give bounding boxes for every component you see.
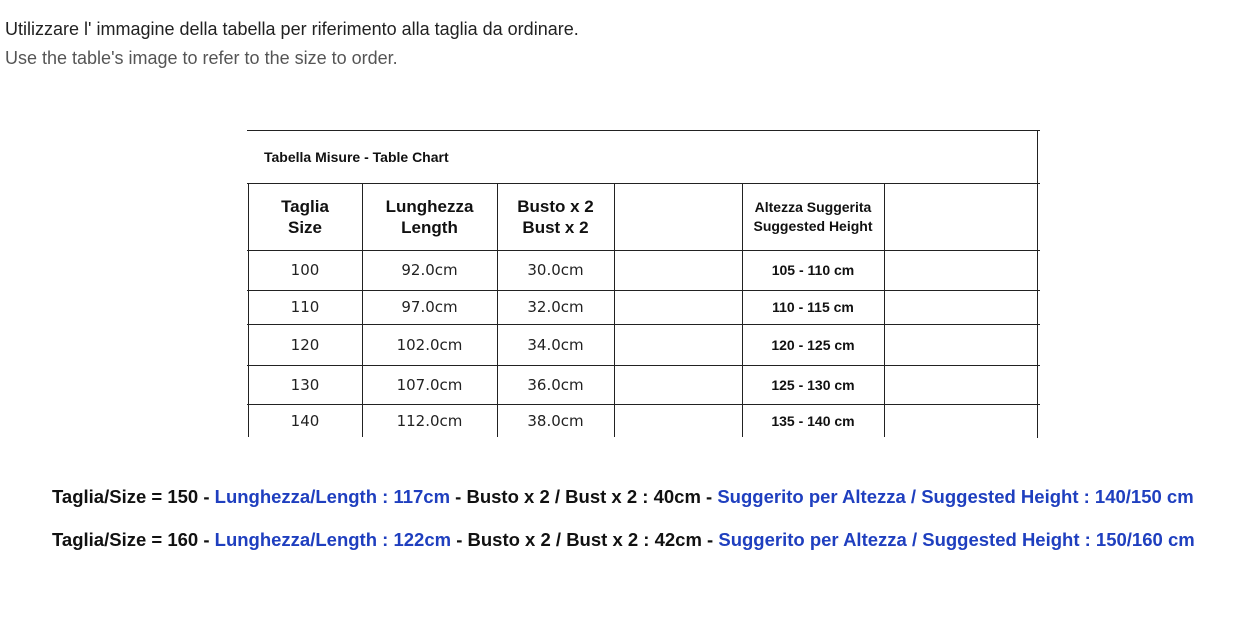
chart-title: Tabella Misure - Table Chart	[264, 149, 449, 165]
table-cell-text: 36.0cm	[527, 375, 584, 394]
extra-height: Suggerito per Altezza / Suggested Height : 150/160 cm	[718, 529, 1195, 550]
extra-bust: - Busto x 2 / Bust x 2 : 42cm -	[451, 529, 719, 550]
table-cell-text: 110 - 115 cm	[772, 299, 854, 315]
table-cell-text: 140	[290, 411, 320, 430]
table-cell	[362, 250, 497, 290]
table-cell-text: 32.0cm	[527, 298, 584, 316]
table-cell-text: 135 - 140 cm	[771, 412, 855, 429]
table-header-cell-text: Length	[401, 217, 458, 237]
table-cell	[362, 404, 497, 437]
table-cell-text: 34.0cm	[527, 335, 584, 354]
table-header-cell	[248, 183, 362, 250]
intro-english: Use the table's image to refer to the size to order.	[5, 48, 398, 68]
table-cell-text: 97.0cm	[401, 298, 458, 316]
extra-size-150	[52, 486, 1194, 508]
table-header-cell	[362, 183, 497, 250]
extra-length: Lunghezza/Length : 117cm	[214, 486, 451, 507]
table-cell	[497, 324, 614, 365]
extra-length: Lunghezza/Length : 122cm	[214, 529, 452, 550]
table-cell	[362, 365, 497, 404]
table-column-border	[884, 183, 885, 437]
table-header-cell-text: Size	[287, 217, 323, 237]
table-top-border	[247, 130, 1040, 131]
table-cell	[248, 290, 362, 324]
extra-size-160	[52, 529, 1195, 551]
table-header-cell-text: Busto x 2	[517, 196, 594, 216]
extra-height: Suggerito per Altezza / Suggested Height : 140/150 cm	[717, 486, 1194, 507]
table-header-cell-text: Lunghezza	[385, 196, 474, 216]
table-cell	[742, 404, 884, 437]
table-cell-text: 125 - 130 cm	[771, 376, 855, 393]
table-header-cell	[742, 183, 884, 250]
table-cell	[248, 365, 362, 404]
table-cell	[248, 404, 362, 437]
table-cell-text: 38.0cm	[527, 411, 584, 430]
table-cell	[742, 365, 884, 404]
table-cell-text: 120 - 125 cm	[771, 336, 855, 353]
table-cell-text: 120	[290, 335, 320, 354]
table-cell-text: 100	[290, 261, 320, 279]
table-cell	[362, 290, 497, 324]
table-cell	[497, 365, 614, 404]
extra-bust: - Busto x 2 / Bust x 2 : 40cm -	[450, 486, 718, 507]
table-header-cell	[497, 183, 614, 250]
table-cell-text: 107.0cm	[396, 375, 463, 394]
table-cell-text: 105 - 110 cm	[771, 262, 855, 278]
extra-size-label: Taglia/Size = 150 -	[52, 486, 215, 507]
table-header-cell-text: Taglia	[281, 196, 329, 216]
table-cell	[742, 250, 884, 290]
table-cell-text: 110	[290, 298, 320, 316]
size-chart-table	[247, 130, 1042, 437]
table-cell	[248, 250, 362, 290]
table-cell-text: 30.0cm	[527, 261, 584, 279]
table-cell-text: 130	[290, 375, 320, 394]
table-cell	[248, 324, 362, 365]
table-cell	[497, 250, 614, 290]
table-cell	[742, 290, 884, 324]
table-header-cell-text: Altezza Suggerita	[754, 198, 872, 215]
table-column-border	[614, 183, 615, 437]
table-cell	[497, 290, 614, 324]
table-cell	[497, 404, 614, 437]
table-header-cell-text: Suggested Height	[753, 217, 873, 234]
table-cell-text: 102.0cm	[396, 335, 463, 354]
table-header-cell-text: Bust x 2	[522, 217, 589, 237]
table-cell-text: 92.0cm	[401, 261, 458, 279]
table-cell	[742, 324, 884, 365]
table-cell	[362, 324, 497, 365]
extra-size-label: Taglia/Size = 160 -	[52, 529, 215, 550]
table-right-border	[1037, 130, 1038, 438]
intro-italian: Utilizzare l' immagine della tabella per riferimento alla taglia da ordinare.	[5, 19, 579, 39]
table-cell-text: 112.0cm	[396, 411, 463, 430]
